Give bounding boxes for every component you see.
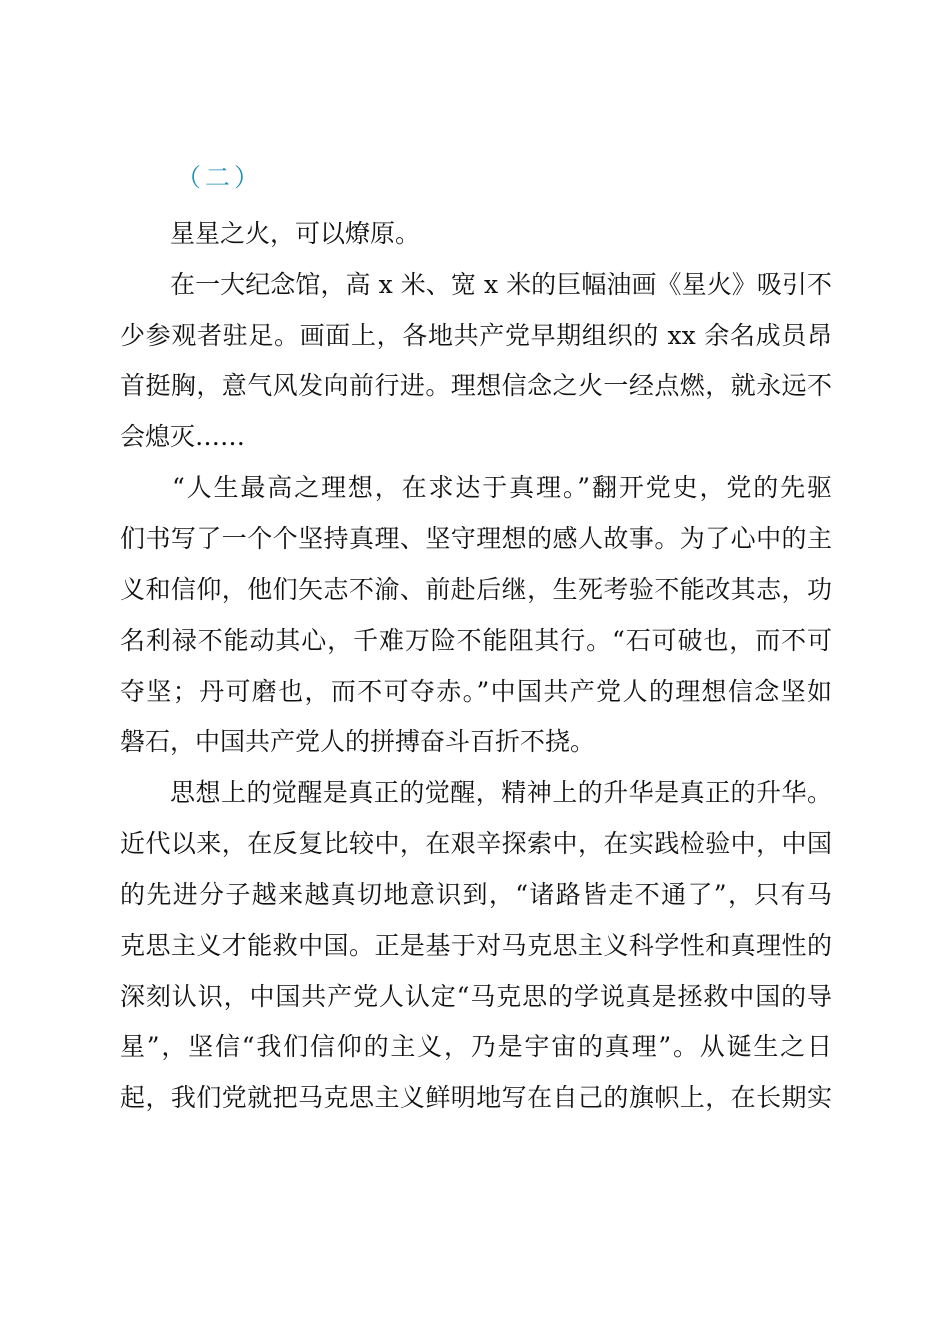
paragraph-3-line-6: 磐石，中国共产党人的拼搏奋斗百折不挠。 <box>120 727 596 756</box>
paragraph-4-line-7: 起，我们党就把马克思主义鲜明地写在自己的旗帜上，在长期实 <box>120 1083 832 1112</box>
paragraph-4-line-3: 的先进分子越来越真切地意识到，“诸路皆走不通了”，只有马 <box>120 880 832 909</box>
paragraph-3-line-4: 名利禄不能动其心，千难万险不能阻其行。“石可破也，而不可 <box>120 626 832 655</box>
paragraph-2-line-4: 会熄灭…… <box>120 422 246 451</box>
paragraph-4-line-5: 深刻认识，中国共产党人认定“马克思的学说真是拯救中国的导 <box>120 982 832 1011</box>
paragraph-3-line-3: 义和信仰，他们矢志不渝、前赴后继，生死考验不能改其志，功 <box>120 575 832 604</box>
paragraph-3-line-1: “人生最高之理想，在求达于真理。”翻开党史，党的先驱 <box>172 473 832 502</box>
paragraph-2-line-1: 在一大纪念馆，高 x 米、宽 x 米的巨幅油画《星火》吸引不 <box>170 270 832 299</box>
paragraph-4-line-4: 克思主义才能救中国。正是基于对马克思主义科学性和真理性的 <box>120 931 832 960</box>
paragraph-4-line-6: 星”，坚信“我们信仰的主义，乃是宇宙的真理”。从诞生之日 <box>120 1032 832 1061</box>
paragraph-4-line-2: 近代以来，在反复比较中，在艰辛探索中，在实践检验中，中国 <box>120 829 832 858</box>
paragraph-3-line-2: 们书写了一个个坚持真理、坚守理想的感人故事。为了心中的主 <box>120 524 832 553</box>
paragraph-2-line-3: 首挺胸，意气风发向前行进。理想信念之火一经点燃，就永远不 <box>120 371 832 400</box>
paragraph-4-line-1: 思想上的觉醒是真正的觉醒，精神上的升华是真正的升华。 <box>170 778 832 807</box>
paragraph-2-line-2: 少参观者驻足。画面上，各地共产党早期组织的 xx 余名成员昂 <box>120 321 832 350</box>
paragraph-3-line-5: 夺坚；丹可磨也，而不可夺赤。”中国共产党人的理想信念坚如 <box>120 677 832 706</box>
paragraph-1-line-1: 星星之火，可以燎原。 <box>170 219 421 248</box>
section-heading: （二） <box>176 163 264 192</box>
